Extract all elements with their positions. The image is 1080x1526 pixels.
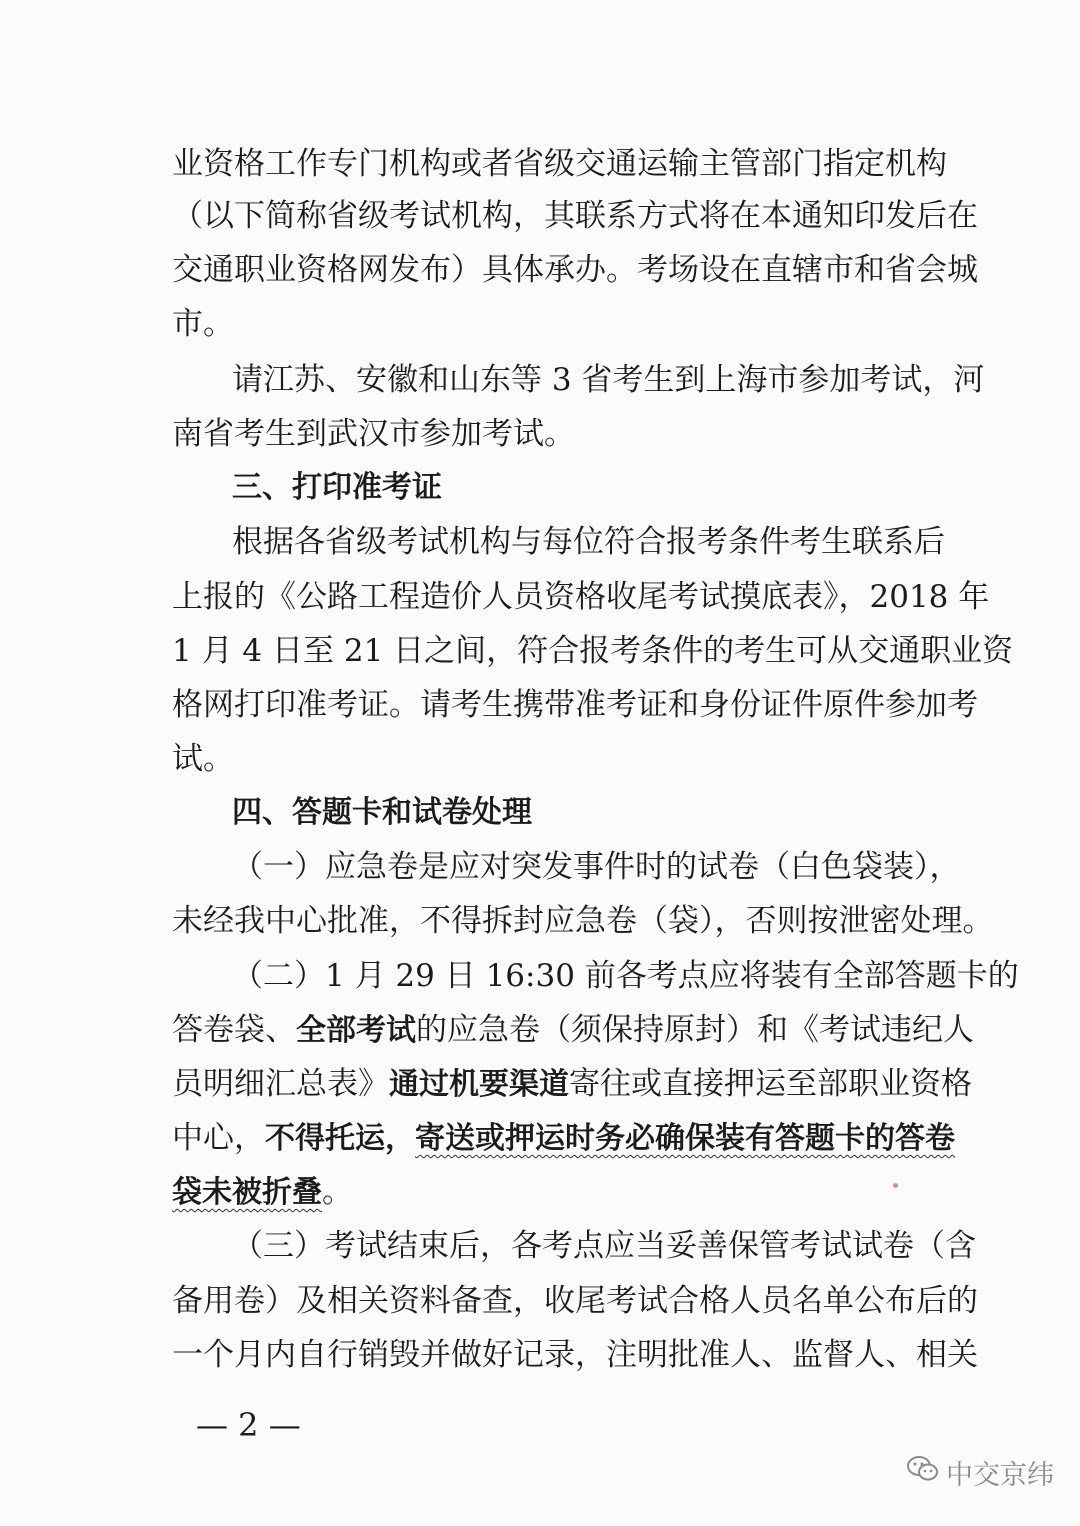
text-run: 员明细汇总表》 — [172, 1066, 389, 1102]
section-heading-3: 三、打印准考证 — [232, 470, 442, 505]
text-line: （三）考试结束后，各考点应当妥善保管考试试卷（含 — [232, 1228, 976, 1264]
text-line: （二）1 月 29 日 16:30 前各考点应将装有全部答题卡的 — [232, 958, 1019, 994]
text-run: 的应急卷（须保持原封）和《考试违纪人 — [416, 1012, 974, 1048]
text-line: 南省考生到武汉市参加考试。 — [172, 416, 575, 452]
text-line — [172, 1118, 955, 1164]
watermark-text: 中交京纬 — [946, 1459, 1054, 1491]
bold-text: 通过机要渠道 — [389, 1067, 569, 1102]
text-line: 根据各省级考试机构与每位符合报考条件考生联系后 — [232, 524, 945, 560]
section-heading-4: 四、答题卡和试卷处理 — [232, 795, 532, 830]
text-line: 备用卷）及相关资料备查，收尾考试合格人员名单公布后的 — [172, 1283, 978, 1319]
text-line: 1 月 4 日至 21 日之间，符合报考条件的考生可从交通职业资 — [172, 633, 1014, 669]
text-line — [172, 1010, 974, 1050]
text-line: 试。 — [172, 741, 234, 777]
watermark — [906, 1452, 1054, 1492]
bold-text: 不得托运， — [265, 1121, 415, 1156]
text-run: 寄往或直接押运至部职业资格 — [569, 1066, 972, 1102]
text-line — [172, 1172, 920, 1218]
text-line: 格网打印准考证。请考生携带准考证和身份证件原件参加考 — [172, 687, 978, 723]
bold-text: 全部考试 — [296, 1013, 416, 1048]
page-number: — 2 — — [196, 1406, 301, 1444]
wechat-icon — [906, 1454, 940, 1491]
text-run: 答卷袋、 — [172, 1012, 296, 1048]
text-line: （一）应急卷是应对突发事件时的试卷（白色袋装）， — [232, 849, 961, 885]
text-run: 中心， — [172, 1120, 265, 1156]
text-line — [172, 1064, 972, 1104]
ink-spot — [893, 1183, 898, 1188]
text-run: 。 — [322, 1174, 353, 1210]
emphasized-text: 袋未被折叠 — [172, 1175, 322, 1210]
text-line: 市。 — [172, 306, 234, 342]
emphasized-text: 寄送或押运时务必确保装有答题卡的答卷 — [415, 1121, 955, 1156]
text-line: 交通职业资格网发布）具体承办。考场设在直辖市和省会城 — [172, 252, 978, 288]
text-line: 业资格工作专门机构或者省级交通运输主管部门指定机构 — [172, 146, 947, 182]
text-line: 请江苏、安徽和山东等 3 省考生到上海市参加考试，河 — [232, 362, 985, 398]
text-line: 未经我中心批准，不得拆封应急卷（袋），否则按泄密处理。 — [172, 903, 994, 939]
text-line: 上报的《公路工程造价人员资格收尾考试摸底表》，2018 年 — [172, 579, 990, 615]
text-line: （以下简称省级考试机构，其联系方式将在本通知印发后在 — [172, 198, 978, 234]
text-line: 一个月内自行销毁并做好记录，注明批准人、监督人、相关 — [172, 1337, 978, 1373]
